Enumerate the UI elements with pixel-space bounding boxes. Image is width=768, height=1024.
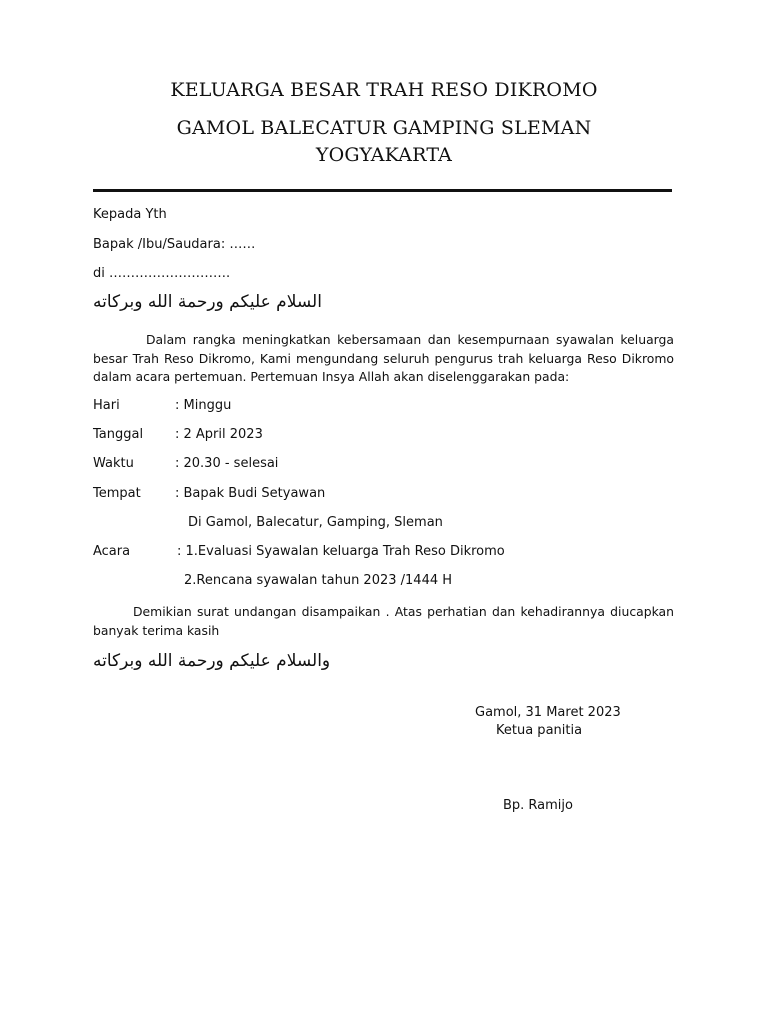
recipient-to: Kepada Yth bbox=[93, 207, 167, 222]
date-label: Tanggal bbox=[93, 427, 144, 442]
agenda-item-2: 2.Rencana syawalan tahun 2023 /1444 H bbox=[184, 573, 453, 588]
opening-greeting: السلام عليكم ورحمة الله وبركاته bbox=[93, 292, 322, 312]
recipient-place: di ………………………. bbox=[93, 266, 231, 281]
header-family-name: KELUARGA BESAR TRAH RESO DIKROMO bbox=[170, 79, 598, 101]
day-value: : Minggu bbox=[175, 398, 232, 413]
agenda-label: Acara bbox=[93, 544, 131, 559]
intro-paragraph bbox=[93, 331, 674, 387]
time-label: Waktu bbox=[93, 456, 134, 471]
signature-name: Bp. Ramijo bbox=[503, 798, 573, 813]
recipient-name: Bapak /Ibu/Saudara: …… bbox=[93, 237, 256, 252]
place-label: Tempat bbox=[93, 486, 141, 501]
intro-paragraph-text: Dalam rangka meningkatkan kebersamaan dan kesempurnaan syawalan keluarga besar Trah Reso Dikromo, Kami mengundang seluruh pengurus trah keluarga Reso Dikromo dalam acara pertemuan. Pertemuan Insya Allah akan diselenggarakan pada: bbox=[93, 332, 674, 384]
date-value: : 2 April 2023 bbox=[175, 427, 263, 442]
time-value: : 20.30 - selesai bbox=[175, 456, 279, 471]
header-city: YOGYAKARTA bbox=[315, 144, 453, 166]
closing-paragraph bbox=[93, 603, 674, 640]
day-label: Hari bbox=[93, 398, 120, 413]
header-address: GAMOL BALECATUR GAMPING SLEMAN bbox=[176, 117, 592, 139]
closing-paragraph-text: Demikian surat undangan disampaikan . Atas perhatian dan kehadirannya diucapkan banyak terima kasih bbox=[93, 604, 674, 638]
header-divider bbox=[93, 189, 672, 192]
place-value-address: Di Gamol, Balecatur, Gamping, Sleman bbox=[188, 515, 443, 530]
agenda-item-1: : 1.Evaluasi Syawalan keluarga Trah Reso Dikromo bbox=[177, 544, 505, 559]
closing-greeting: والسلام عليكم ورحمة الله وبركاته bbox=[93, 651, 331, 671]
place-value: : Bapak Budi Setyawan bbox=[175, 486, 326, 501]
signature-place-date: Gamol, 31 Maret 2023 bbox=[475, 705, 621, 720]
signature-role: Ketua panitia bbox=[496, 723, 583, 738]
